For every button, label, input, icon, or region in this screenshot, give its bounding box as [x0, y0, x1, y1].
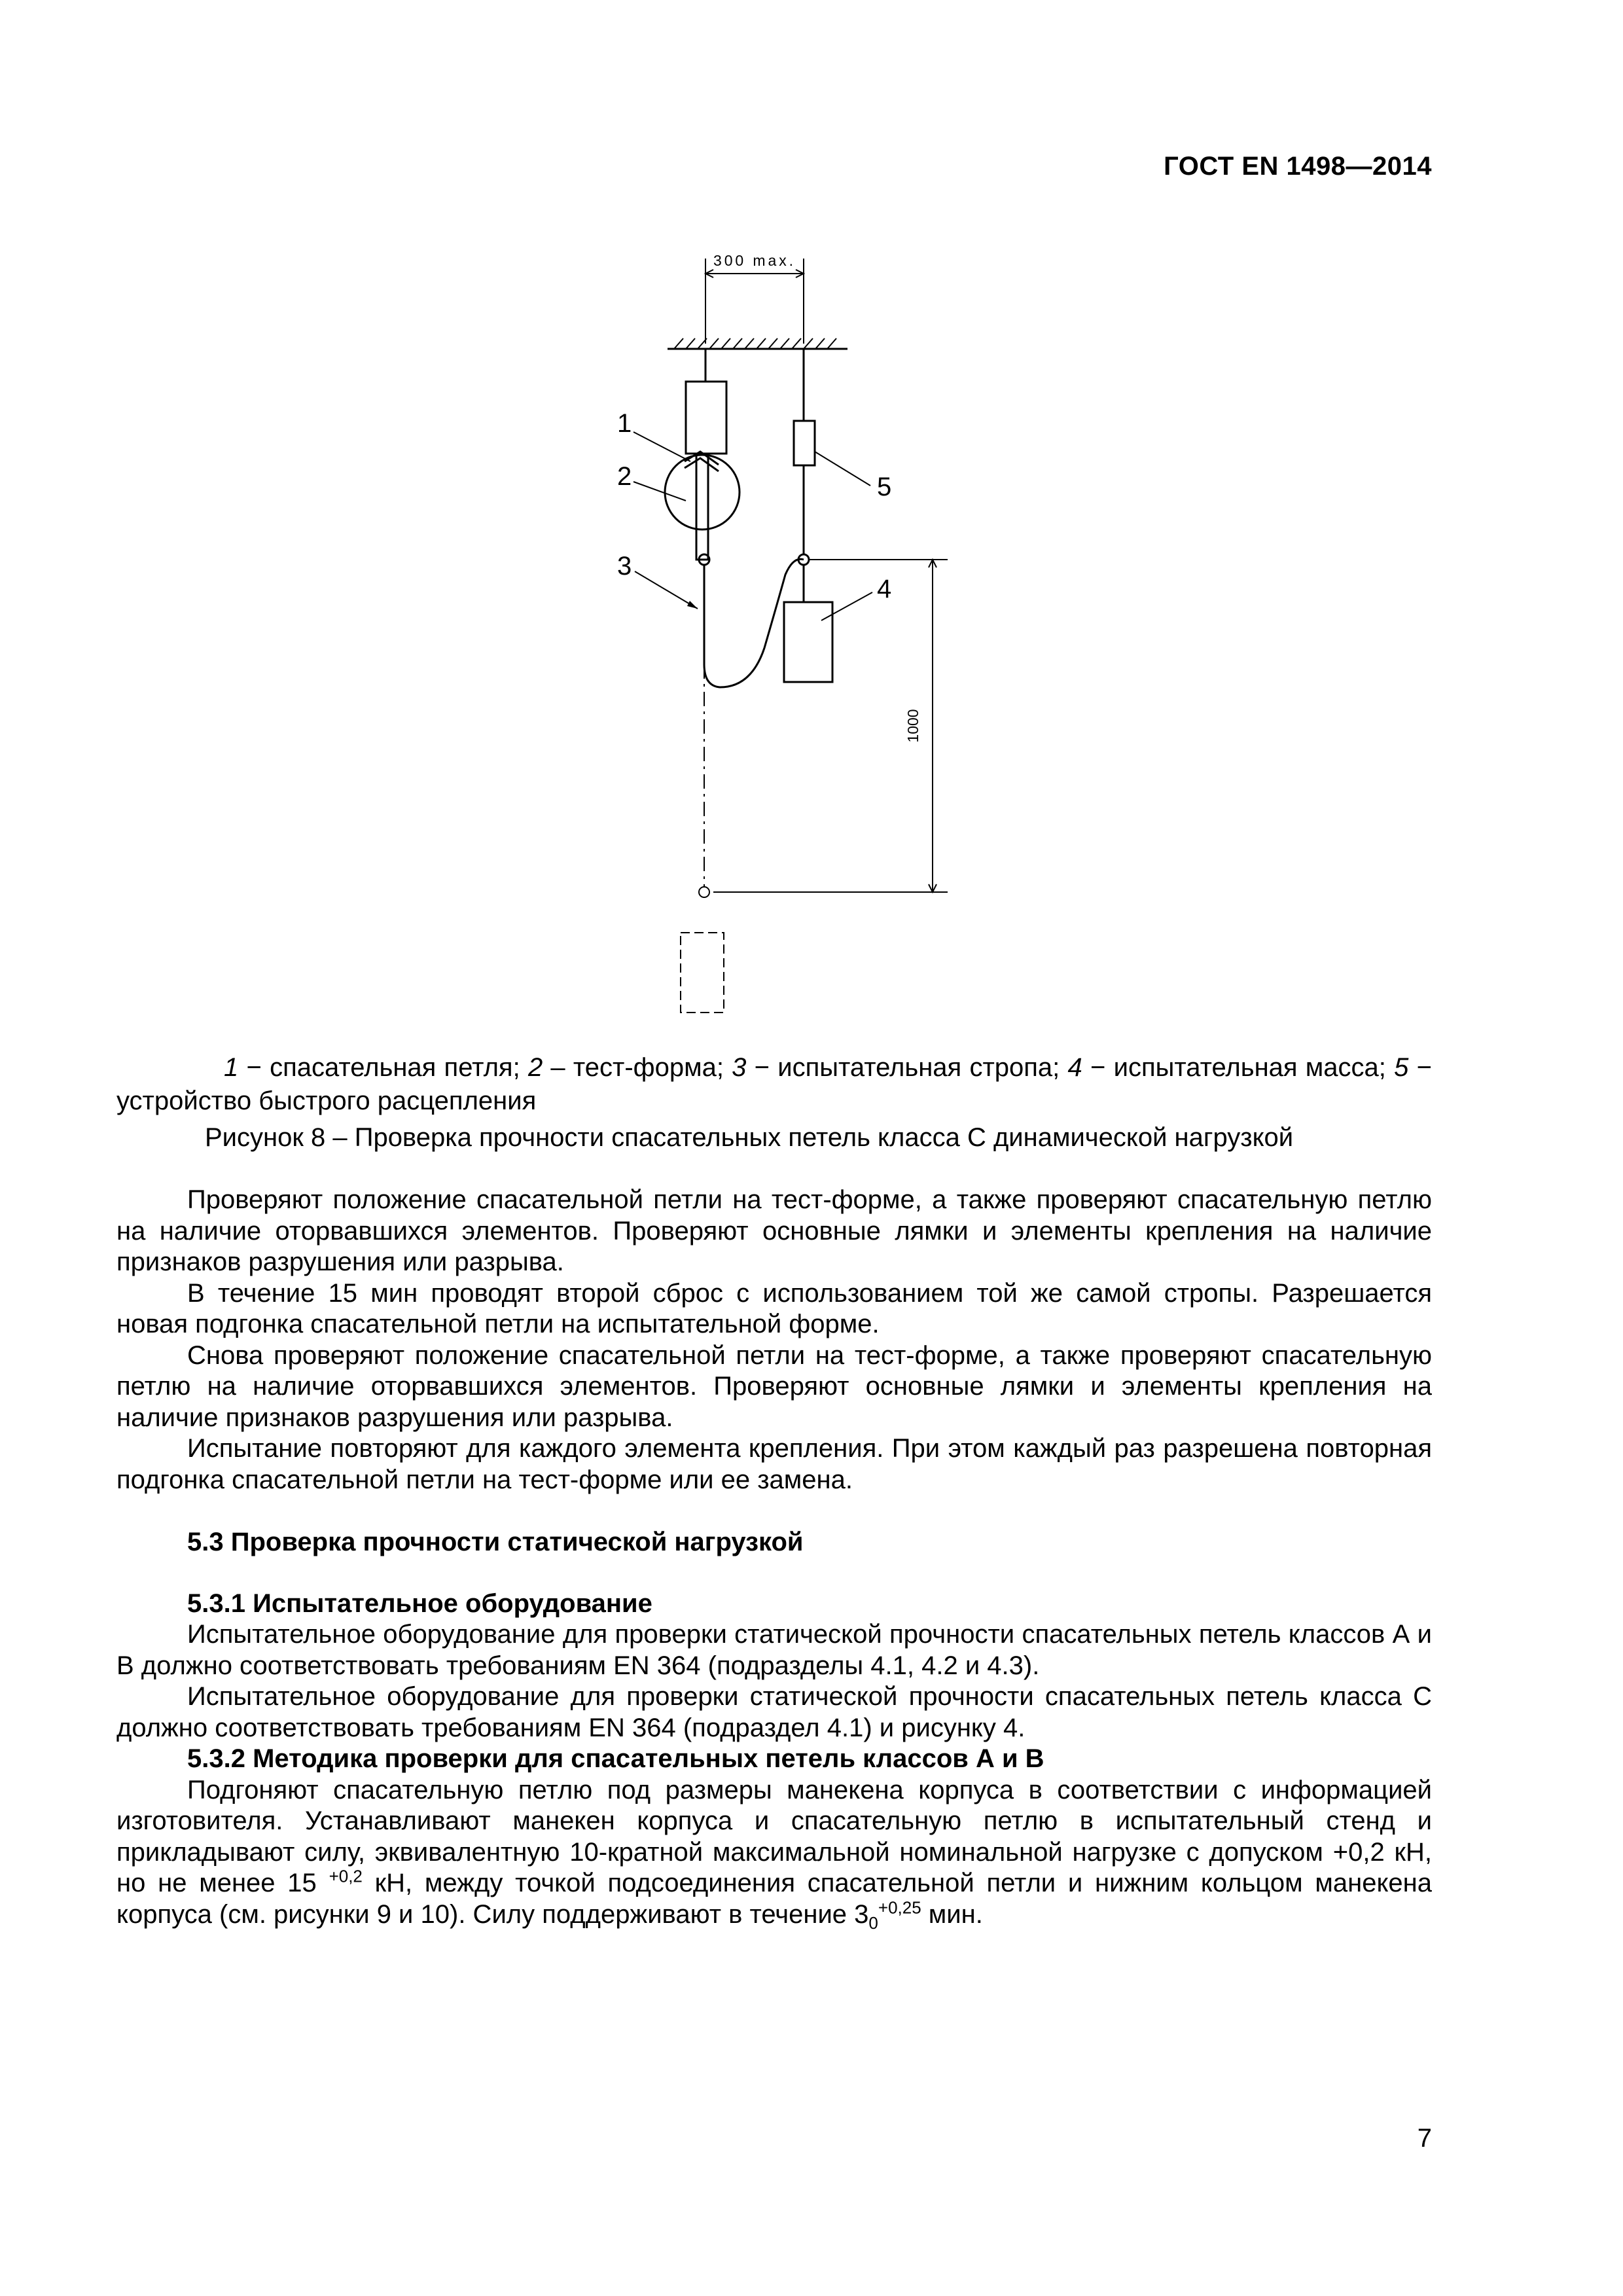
figure-8-diagram — [617, 236, 1021, 1034]
legend-text-2: – тест-форма; — [543, 1053, 732, 1082]
legend-text-3: − испытательная стропа; — [746, 1053, 1068, 1082]
legend-num-5: 5 — [1394, 1053, 1409, 1082]
section-5-3-2-heading: 5.3.2 Методика проверки для спасательных петель классов А и В — [187, 1744, 1044, 1773]
label-1: 1 — [617, 409, 632, 438]
leader-lines — [633, 432, 872, 620]
legend-num-3: 3 — [732, 1053, 747, 1082]
tolerance-sub-2: 0 — [868, 1912, 878, 1933]
mass-released — [681, 933, 724, 1013]
dim-side-label: 1000 — [904, 709, 921, 743]
paragraph-4: Испытание повторяют для каждого элемента крепления. При этом каждый раз разрешена повторная подгонка спасательной петли на тест-форме или ее замена. — [116, 1434, 1432, 1494]
legend-text-4: − испытательная масса; — [1082, 1053, 1395, 1082]
page-number: 7 — [1417, 2124, 1432, 2153]
section-5-3-1-heading: 5.3.1 Испытательное оборудование — [187, 1588, 652, 1618]
legend-text-1: − спасательная петля; — [238, 1053, 528, 1082]
test-lanyard — [704, 559, 804, 687]
figure-legend — [116, 1051, 1432, 1118]
ceiling-hatch — [674, 338, 836, 349]
section-5-3-1-paragraph-2: Испытательное оборудование для проверки статической прочности спасательных петель класса С должно соответствовать требованиям EN 364 (подраздел 4.1) и рисунку 4. — [116, 1682, 1432, 1742]
rescue-loop — [696, 454, 708, 560]
document-header: ГОСТ EN 1498—2014 — [1164, 152, 1432, 181]
section-5-3-2-paragraph: Подгоняют спасательную петлю под размеры манекена корпуса в соответствии с информацией изготовителя. Устанавливают манекен корпуса и спасательную петлю в испытательный стенд и прикладывают силу, эквивалентную 10-кратной максимальной номинальной нагрузке с допуском +0,2 кН, но не менее 15 $^{+0,2}$ кН, между точкой подсоединения спасательной петли и нижним кольцом манекена корпуса (см. рисунки 9 и 10). Силу поддерживают в течение $3_0^{+0,25}$ мин. — [116, 1775, 1432, 1933]
figure-caption: Рисунок 8 – Проверка прочности спасательных петель класса С динамической нагрузкой — [205, 1123, 1294, 1152]
label-2: 2 — [617, 462, 632, 491]
label-4: 4 — [877, 575, 892, 603]
test-form-upper — [686, 382, 726, 454]
legend-num-4: 4 — [1067, 1053, 1082, 1082]
test-form-ball — [665, 455, 740, 529]
paragraph-3: Снова проверяют положение спасательной петли на тест-форме, а также проверяют спасательную петлю на наличие оторвавшихся элементов. Проверяют основные лямки и элементы крепления на наличие признаков разрушения или разрыва. — [116, 1340, 1432, 1432]
tolerance-sup-2: +0,25 — [878, 1897, 921, 1918]
section-5-3-1-paragraph-1: Испытательное оборудование для проверки статической прочности спасательных петель классов А и В должно соответствовать требованиям EN 364 (подразделы 4.1, 4.2 и 4.3). — [116, 1620, 1432, 1680]
legend-num-2: 2 — [527, 1053, 543, 1082]
test-mass — [784, 602, 832, 682]
paragraph-1: Проверяют положение спасательной петли на тест-форме, а также проверяют спасательную петлю на наличие оторвавшихся элементов. Проверяют основные лямки и элементы крепления на наличие признаков разрушения или разрыва. — [116, 1185, 1432, 1276]
body-text — [116, 1185, 1432, 1933]
legend-num-1: 1 — [224, 1053, 239, 1082]
label-3: 3 — [617, 552, 632, 581]
dimension-top — [705, 259, 804, 344]
quick-release-device — [794, 421, 815, 465]
tolerance-sup-1: +0,2 — [329, 1866, 363, 1886]
paragraph-2: В течение 15 мин проводят второй сброс с использованием той же самой стропы. Разрешается новая подгонка спасательной петли на испытательной форме. — [116, 1278, 1432, 1338]
legend-text-5: − устройство быстрого расцепления — [116, 1053, 1433, 1115]
label-5: 5 — [877, 473, 892, 501]
dim-top-label: 300 max. — [713, 252, 793, 269]
section-5-3-heading: 5.3 Проверка прочности статической нагрузкой — [187, 1528, 804, 1556]
release-point — [699, 887, 709, 897]
